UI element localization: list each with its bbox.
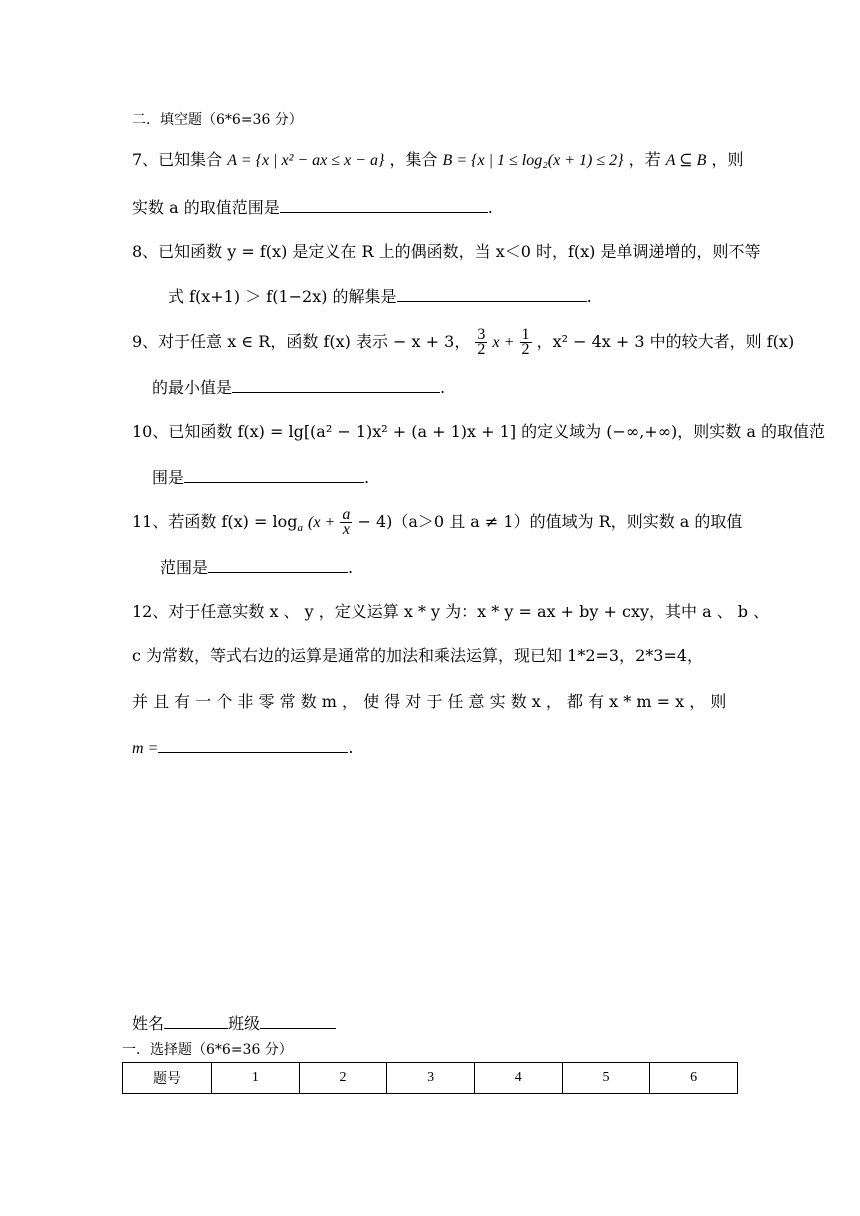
question-8-line-1: 8、已知函数 y = f(x) 是定义在 R 上的偶函数，当 x＜0 时，f(x) 是单调递增的，则不等 bbox=[132, 242, 761, 261]
table-header-cell[interactable]: 2 bbox=[299, 1063, 387, 1094]
q7-prefix: 7、已知集合 bbox=[132, 150, 223, 169]
q7-answer-blank[interactable] bbox=[280, 196, 488, 213]
q11-prefix: 11、若函数 f(x) = log bbox=[132, 512, 298, 531]
q7-line-2-text: 实数 a 的取值范围是 bbox=[132, 198, 280, 217]
q7-set-b: B = {x | 1 ≤ log₂(x + 1) ≤ 2} bbox=[442, 152, 624, 169]
q11-answer-blank[interactable] bbox=[208, 556, 348, 573]
question-9-line-2 bbox=[152, 376, 445, 400]
question-8-line-2 bbox=[168, 285, 592, 309]
table-header-cell[interactable]: 3 bbox=[387, 1063, 475, 1094]
q9-frac1-den: 2 bbox=[477, 341, 486, 358]
q11-paren-close: − 4)（a＞0 且 a ≠ 1）的值域为 R，则实数 a 的取值 bbox=[357, 512, 743, 531]
question-9-line-1 bbox=[132, 328, 794, 357]
q11-fraction-a-x bbox=[340, 508, 352, 537]
q9-plus-x: x + bbox=[492, 334, 515, 351]
q9-frac2-den: 2 bbox=[521, 341, 530, 358]
q9-answer-blank[interactable] bbox=[232, 376, 440, 393]
question-12-line-4 bbox=[132, 736, 353, 761]
q9-line-2-text: 的最小值是 bbox=[152, 378, 233, 397]
table-header-cell: 题号 bbox=[123, 1063, 212, 1094]
q10-end-period: . bbox=[364, 468, 370, 487]
q7-end-period: . bbox=[487, 198, 493, 217]
question-7-line-2 bbox=[132, 196, 493, 220]
choice-answer-table bbox=[122, 1062, 738, 1094]
table-row bbox=[123, 1063, 738, 1094]
question-7-line-1 bbox=[132, 148, 744, 173]
name-blank[interactable] bbox=[164, 1012, 228, 1029]
question-11-line-1 bbox=[132, 508, 742, 542]
question-10-line-2 bbox=[152, 466, 369, 490]
q9-prefix: 9、对于任意 x ∈ R，函数 f(x) 表示 − x + 3， bbox=[132, 332, 471, 351]
q8-end-period: . bbox=[586, 287, 592, 306]
q7-cond: ，若 bbox=[628, 150, 661, 169]
question-11-line-2 bbox=[160, 556, 353, 580]
question-12-line-2: c 为常数，等式右边的运算是通常的加法和乘法运算，现已知 1*2=3，2*3=4， bbox=[132, 646, 704, 665]
table-header-cell[interactable]: 4 bbox=[474, 1063, 562, 1094]
q9-fraction-1-2 bbox=[520, 328, 532, 357]
q11-frac-num: a bbox=[342, 506, 351, 523]
table-header-cell[interactable]: 6 bbox=[650, 1063, 738, 1094]
question-10-line-1: 10、已知函数 f(x) = lg[(a² − 1)x² + (a + 1)x + 1] 的定义域为 (−∞,+∞)，则实数 a 的取值范 bbox=[132, 422, 825, 441]
section-1-title: 一．选择题（6*6=36 分） bbox=[122, 1042, 293, 1058]
q10-line-2-text: 围是 bbox=[152, 468, 185, 487]
q8-line-2-text: 式 f(x+1) ＞ f(1−2x) 的解集是 bbox=[168, 287, 397, 306]
q9-fraction-3-2 bbox=[475, 328, 487, 357]
name-label: 姓名 bbox=[132, 1014, 165, 1033]
q12-m-equals: m = bbox=[132, 740, 159, 757]
q7-tail: ，则 bbox=[711, 150, 744, 169]
question-12-line-1: 12、对于任意实数 x 、 y ，定义运算 x * y 为：x * y = ax + by + cxy，其中 a 、 b 、 bbox=[132, 602, 770, 621]
q8-answer-blank[interactable] bbox=[397, 285, 587, 302]
q9-suffix: ，x² − 4x + 3 中的较大者，则 f(x) bbox=[536, 332, 795, 351]
q7-set-a: A = {x | x² − ax ≤ x − a} bbox=[227, 152, 385, 169]
q11-paren-open: (x + bbox=[308, 514, 336, 531]
question-12-line-3: 并 且 有 一 个 非 零 常 数 m ， 使 得 对 于 任 意 实 数 x ， 都 有 x * m = x ， 则 bbox=[132, 692, 727, 711]
class-label: 班级 bbox=[228, 1014, 261, 1033]
q9-frac2-num: 1 bbox=[521, 326, 530, 343]
table-header-cell[interactable]: 5 bbox=[562, 1063, 650, 1094]
q11-frac-den: x bbox=[342, 521, 350, 538]
q9-end-period: . bbox=[440, 378, 446, 397]
table-header-cell[interactable]: 1 bbox=[212, 1063, 300, 1094]
section-2-title: 二．填空题（6*6=36 分） bbox=[132, 112, 303, 128]
q7-mid: ，集合 bbox=[389, 150, 438, 169]
q11-log-base: a bbox=[297, 522, 303, 535]
q10-answer-blank[interactable] bbox=[184, 466, 364, 483]
q9-frac1-num: 3 bbox=[477, 326, 486, 343]
name-class-row bbox=[132, 1012, 336, 1036]
q11-end-period: . bbox=[348, 558, 354, 577]
class-blank[interactable] bbox=[260, 1012, 336, 1029]
q11-line-2-text: 范围是 bbox=[160, 558, 209, 577]
q12-end-period: . bbox=[348, 738, 354, 757]
q7-subset: A ⊆ B bbox=[665, 152, 707, 169]
q12-answer-blank[interactable] bbox=[158, 736, 348, 753]
